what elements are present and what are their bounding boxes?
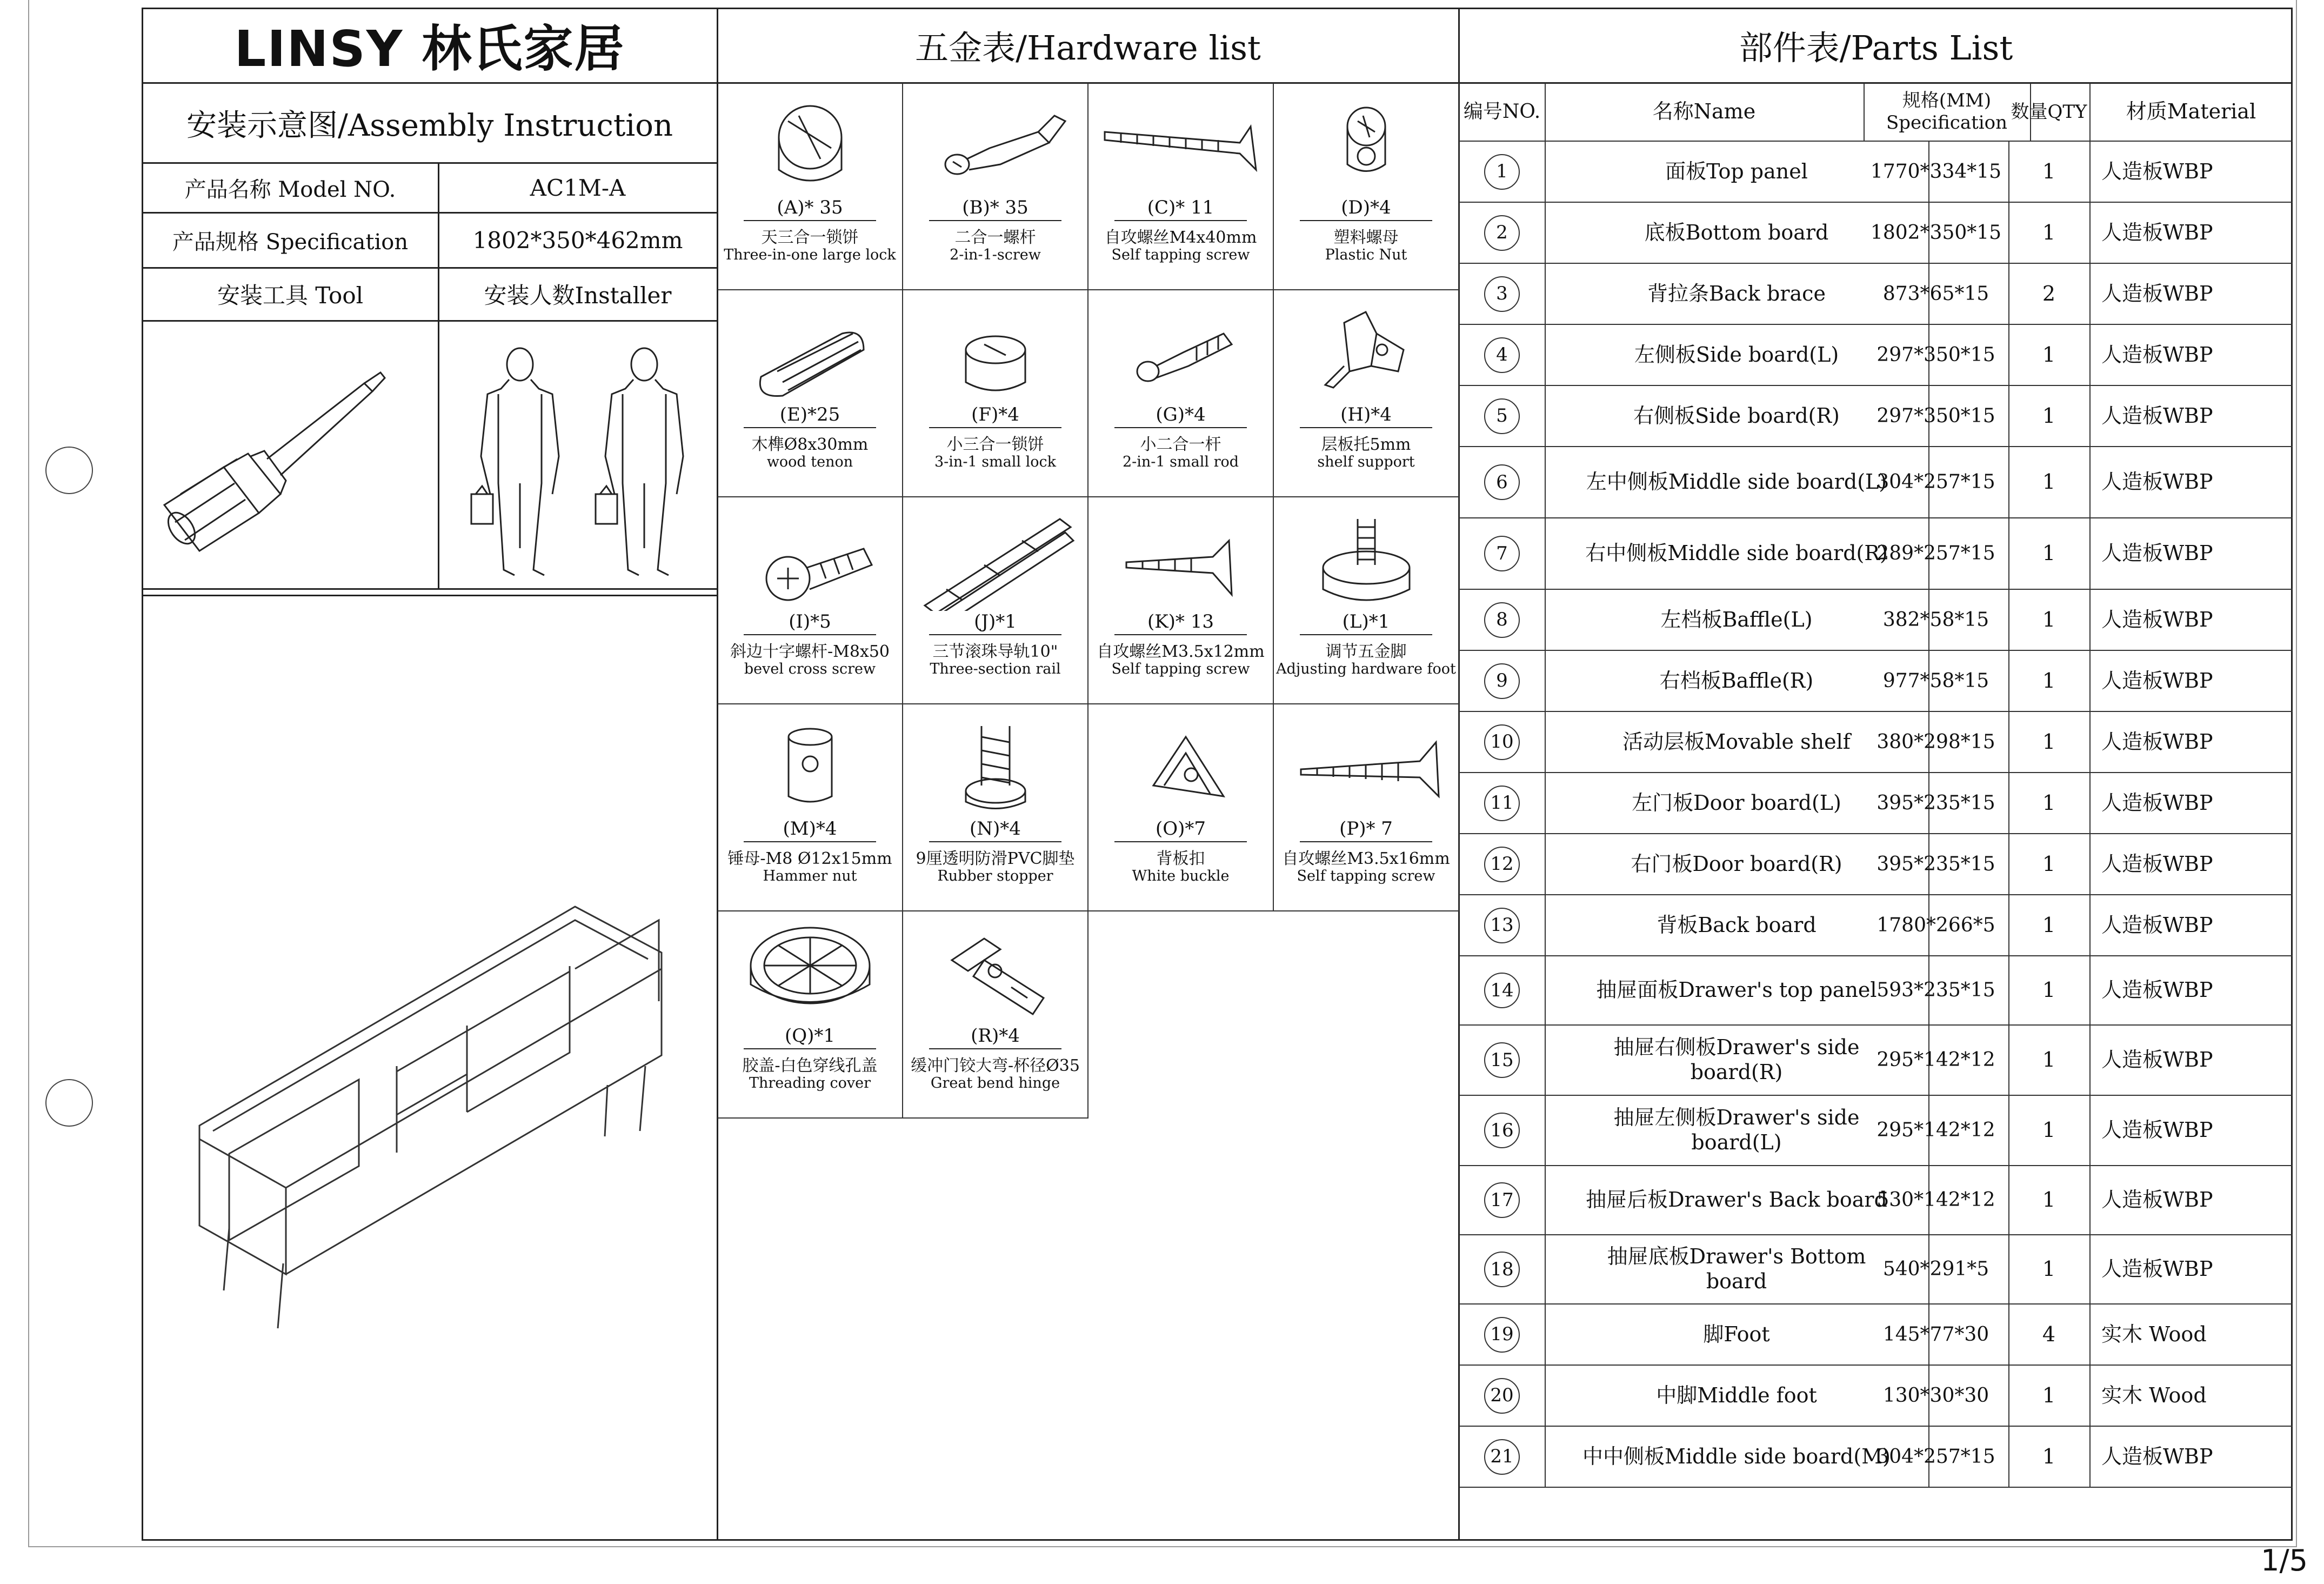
long-screw-icon — [1088, 83, 1274, 197]
hardware-count: (I)*5 — [789, 611, 831, 633]
hammer-nut-icon — [718, 704, 903, 818]
rule — [142, 588, 718, 590]
short-screw-icon — [1088, 497, 1274, 611]
table-row — [1459, 203, 2293, 264]
table-row — [1459, 590, 2293, 651]
part-name: 背板Back board — [1545, 895, 1929, 955]
part-spec: 130*30*30 — [1864, 1366, 2009, 1426]
part-qty: 1 — [2008, 1166, 2091, 1234]
table-row — [1459, 1096, 2293, 1166]
part-number — [1459, 956, 1546, 1024]
rubber-stopper-icon — [903, 704, 1088, 818]
part-material: 人造板WBP — [2101, 1118, 2213, 1142]
parts-list-title: 部件表/Parts List — [1739, 28, 2013, 68]
part-material: 人造板WBP — [2101, 1257, 2213, 1281]
part-qty: 1 — [2008, 325, 2091, 385]
part-number — [1459, 590, 1546, 650]
part-number-badge: 4 — [1484, 337, 1520, 373]
part-spec: 289*257*15 — [1864, 518, 2009, 589]
part-material: 实木 Wood — [2101, 1322, 2207, 1346]
hardware-item — [718, 497, 903, 704]
hardware-item — [903, 290, 1088, 497]
part-spec: 304*257*15 — [1864, 1427, 2009, 1487]
hardware-cn-name: 胶盖-白色穿线孔盖 — [742, 1056, 878, 1075]
hardware-count: (E)*25 — [779, 404, 840, 425]
hardware-en-name: 2-in-1-screw — [950, 247, 1041, 263]
part-number — [1459, 834, 1546, 894]
table-row — [1459, 1305, 2293, 1366]
hardware-underline — [929, 841, 1061, 842]
part-name: 右门板Door board(R) — [1545, 834, 1929, 894]
table-row — [1459, 895, 2293, 956]
hardware-en-name: Hammer nut — [763, 868, 857, 884]
part-qty: 4 — [2008, 1305, 2091, 1365]
part-spec: 295*142*12 — [1864, 1096, 2009, 1165]
cross-screw-icon — [718, 497, 903, 611]
table-row — [1459, 956, 2293, 1026]
part-material: 人造板WBP — [2101, 978, 2213, 1002]
part-number-badge: 9 — [1484, 663, 1520, 699]
part-name: 底板Bottom board — [1545, 203, 1929, 263]
part-qty: 1 — [2008, 712, 2091, 772]
hardware-underline — [744, 841, 876, 842]
part-material: 人造板WBP — [2101, 1188, 2213, 1212]
part-name: 左门板Door board(L) — [1545, 773, 1929, 833]
hardware-en-name: Self tapping screw — [1111, 247, 1250, 263]
hardware-cn-name: 小三合一锁饼 — [946, 435, 1044, 454]
connector-bolt-icon — [903, 83, 1088, 197]
hardware-count: (R)*4 — [971, 1025, 1020, 1047]
hardware-count: (J)*1 — [974, 611, 1017, 633]
part-spec: 382*58*15 — [1864, 590, 2009, 650]
hardware-underline — [744, 427, 876, 428]
part-spec: 395*235*15 — [1864, 773, 2009, 833]
part-qty: 2 — [2008, 264, 2091, 324]
part-qty: 1 — [2008, 142, 2091, 202]
part-spec: 395*235*15 — [1864, 834, 2009, 894]
hardware-en-name: White buckle — [1132, 868, 1230, 884]
hardware-count: (A)* 35 — [777, 197, 843, 218]
hardware-item — [903, 704, 1088, 911]
hardware-count: (H)*4 — [1340, 404, 1392, 425]
part-number-badge: 13 — [1484, 908, 1520, 943]
hardware-count: (M)*4 — [783, 818, 837, 840]
hardware-item — [1274, 497, 1459, 704]
part-spec: 540*291*5 — [1864, 1235, 2009, 1303]
part-qty: 1 — [2008, 834, 2091, 894]
part-name: 背拉条Back brace — [1545, 264, 1929, 324]
hardware-cn-name: 锤母-M8 Ø12x15mm — [727, 849, 892, 868]
part-spec: 380*298*15 — [1864, 712, 2009, 772]
part-number — [1459, 518, 1546, 589]
part-qty: 1 — [2008, 203, 2091, 263]
part-material: 人造板WBP — [2101, 470, 2213, 494]
adjusting-foot-icon — [1274, 497, 1459, 611]
part-name: 左中侧板Middle side board(L) — [1545, 447, 1929, 517]
part-qty: 1 — [2008, 1427, 2091, 1487]
hardware-underline — [1300, 220, 1432, 221]
dowel-icon — [718, 290, 903, 404]
part-name: 抽屉面板Drawer's top panel — [1545, 956, 1929, 1024]
hardware-underline — [1300, 427, 1432, 428]
part-number-badge: 21 — [1484, 1439, 1520, 1475]
part-number-badge: 16 — [1484, 1113, 1520, 1148]
part-number-badge: 5 — [1484, 398, 1520, 434]
spec-value: 1802*350*462mm — [472, 227, 683, 254]
table-row — [1459, 1166, 2293, 1235]
part-spec: 593*235*15 — [1864, 956, 2009, 1024]
hardware-underline — [1114, 427, 1247, 428]
hardware-item — [1088, 704, 1274, 911]
hardware-item — [1274, 83, 1459, 290]
installer-label: 安装人数Installer — [484, 282, 672, 309]
part-number — [1459, 447, 1546, 517]
table-row — [1459, 651, 2293, 712]
hardware-cn-name: 自攻螺丝M3.5x12mm — [1097, 642, 1265, 661]
part-number-badge: 12 — [1484, 847, 1520, 882]
part-number — [1459, 651, 1546, 711]
hardware-cn-name: 二合一螺杆 — [954, 228, 1036, 247]
small-rod-icon — [1088, 290, 1274, 404]
hardware-count: (G)*4 — [1156, 404, 1206, 425]
part-number — [1459, 325, 1546, 385]
part-name: 抽屉底板Drawer's Bottom board — [1545, 1235, 1929, 1303]
part-spec: 530*142*12 — [1864, 1166, 2009, 1234]
brand-logo: LINSY 林氏家居 — [234, 20, 625, 78]
part-spec: 295*142*12 — [1864, 1026, 2009, 1095]
part-name: 左档板Baffle(L) — [1545, 590, 1929, 650]
hardware-en-name: bevel cross screw — [744, 661, 876, 677]
hardware-item — [1088, 290, 1274, 497]
header-material: 材质Material — [2126, 99, 2256, 124]
hardware-item — [718, 83, 903, 290]
part-number — [1459, 203, 1546, 263]
part-qty: 1 — [2008, 386, 2091, 446]
hardware-underline — [929, 427, 1061, 428]
part-number-badge: 6 — [1484, 464, 1520, 500]
part-number-badge: 2 — [1484, 215, 1520, 251]
hardware-underline — [1300, 634, 1432, 635]
hardware-item — [1274, 290, 1459, 497]
hardware-count: (K)* 13 — [1147, 611, 1214, 633]
part-number-badge: 20 — [1484, 1378, 1520, 1414]
part-name: 左侧板Side board(L) — [1545, 325, 1929, 385]
hardware-count: (P)* 7 — [1339, 818, 1393, 840]
part-material: 人造板WBP — [2101, 668, 2213, 693]
hardware-count: (B)* 35 — [962, 197, 1029, 218]
part-spec: 304*257*15 — [1864, 447, 2009, 517]
part-qty: 1 — [2008, 518, 2091, 589]
shelf-support-icon — [1274, 290, 1459, 404]
hardware-cn-name: 塑料螺母 — [1333, 228, 1399, 247]
hardware-count: (N)*4 — [970, 818, 1021, 840]
hardware-item — [718, 290, 903, 497]
part-material: 人造板WBP — [2101, 281, 2213, 305]
hardware-cn-name: 缓冲门铰大弯-杯径Ø35 — [911, 1056, 1080, 1075]
hardware-en-name: Self tapping screw — [1297, 868, 1435, 884]
part-name: 抽屉左侧板Drawer's side board(L) — [1545, 1096, 1929, 1165]
table-row — [1459, 518, 2293, 590]
hardware-cn-name: 9厘透明防滑PVC脚垫 — [916, 849, 1075, 868]
part-material: 人造板WBP — [2101, 541, 2213, 565]
part-qty: 1 — [2008, 1096, 2091, 1165]
part-material: 人造板WBP — [2101, 851, 2213, 876]
part-number — [1459, 1096, 1546, 1165]
hardware-en-name: Three-in-one large lock — [724, 247, 896, 263]
part-name: 脚Foot — [1545, 1305, 1929, 1365]
part-qty: 1 — [2008, 895, 2091, 955]
table-row — [1459, 1026, 2293, 1096]
tv-cabinet-illustration — [143, 596, 717, 1540]
hardware-item — [718, 704, 903, 911]
part-qty: 1 — [2008, 1366, 2091, 1426]
part-material: 人造板WBP — [2101, 403, 2213, 428]
hardware-en-name: Plastic Nut — [1325, 247, 1407, 263]
part-name: 抽屉后板Drawer's Back board — [1545, 1166, 1929, 1234]
hardware-item — [1088, 497, 1274, 704]
grommet-icon — [718, 911, 903, 1025]
hardware-underline — [744, 634, 876, 635]
part-spec: 297*350*15 — [1864, 386, 2009, 446]
part-number — [1459, 773, 1546, 833]
part-spec: 977*58*15 — [1864, 651, 2009, 711]
hardware-cn-name: 自攻螺丝M3.5x16mm — [1282, 849, 1450, 868]
white-buckle-icon — [1088, 704, 1274, 818]
header-qty: 数量QTY — [2008, 83, 2091, 141]
hardware-en-name: wood tenon — [766, 454, 853, 470]
hardware-underline — [744, 1048, 876, 1049]
small-cam-lock-icon — [903, 290, 1088, 404]
part-name: 中中侧板Middle side board(M) — [1545, 1427, 1929, 1487]
part-number — [1459, 712, 1546, 772]
part-number — [1459, 1235, 1546, 1303]
hardware-cn-name: 天三合一锁饼 — [761, 228, 859, 247]
part-spec: 873*65*15 — [1864, 264, 2009, 324]
hardware-underline — [1300, 841, 1432, 842]
hardware-cn-name: 小二合一杆 — [1140, 435, 1221, 454]
hardware-en-name: Threading cover — [749, 1075, 871, 1092]
hardware-cn-name: 斜边十字螺杆-M8x50 — [730, 642, 890, 661]
table-row — [1459, 447, 2293, 518]
hardware-en-name: 2-in-1 small rod — [1122, 454, 1239, 470]
hardware-en-name: Adjusting hardware foot — [1276, 661, 1456, 677]
header-name: 名称Name — [1545, 83, 1865, 141]
table-row — [1459, 712, 2293, 773]
model-value: AC1M-A — [530, 174, 626, 201]
hardware-item — [1088, 83, 1274, 290]
part-spec: 145*77*30 — [1864, 1305, 2009, 1365]
part-number-badge: 7 — [1484, 536, 1520, 571]
table-row — [1459, 142, 2293, 203]
part-name: 右中侧板Middle side board(R) — [1545, 518, 1929, 589]
part-number — [1459, 1166, 1546, 1234]
part-material: 人造板WBP — [2101, 790, 2213, 815]
hardware-underline — [1114, 634, 1247, 635]
part-material: 人造板WBP — [2101, 1048, 2213, 1072]
part-number-badge: 10 — [1484, 724, 1520, 760]
hardware-list-title: 五金表/Hardware list — [915, 28, 1261, 68]
part-number-badge: 19 — [1484, 1317, 1520, 1353]
part-qty: 1 — [2008, 1235, 2091, 1303]
hinge-icon — [903, 911, 1088, 1025]
hardware-item — [718, 911, 903, 1119]
table-row — [1459, 264, 2293, 325]
part-number — [1459, 142, 1546, 202]
hardware-en-name: Self tapping screw — [1111, 661, 1250, 677]
part-number-badge: 1 — [1484, 154, 1520, 190]
part-qty: 1 — [2008, 651, 2091, 711]
screwdriver-icon — [143, 321, 438, 588]
hardware-count: (L)*1 — [1342, 611, 1390, 633]
part-material: 人造板WBP — [2101, 729, 2213, 754]
hardware-underline — [744, 220, 876, 221]
hardware-count: (O)*7 — [1155, 818, 1206, 840]
hardware-en-name: 3-in-1 small lock — [934, 454, 1056, 470]
part-number — [1459, 1305, 1546, 1365]
spec-label: 产品规格 Specification — [172, 229, 409, 255]
table-row — [1459, 386, 2293, 447]
part-spec: 1780*266*5 — [1864, 895, 2009, 955]
hardware-en-name: Great bend hinge — [930, 1075, 1060, 1092]
part-number-badge: 14 — [1484, 973, 1520, 1008]
part-material: 实木 Wood — [2101, 1383, 2207, 1407]
parts-header-row — [1459, 83, 2293, 142]
part-number — [1459, 1026, 1546, 1095]
hardware-underline — [929, 1048, 1061, 1049]
part-spec: 1802*350*15 — [1864, 203, 2009, 263]
hardware-item — [1274, 704, 1459, 911]
part-material: 人造板WBP — [2101, 1444, 2213, 1468]
part-qty: 1 — [2008, 773, 2091, 833]
part-material: 人造板WBP — [2101, 913, 2213, 937]
hardware-cn-name: 木榫Ø8x30mm — [751, 435, 869, 454]
hardware-underline — [1114, 220, 1247, 221]
hardware-cn-name: 层板托5mm — [1321, 435, 1411, 454]
part-number-badge: 18 — [1484, 1252, 1520, 1287]
page-number: 1/5 — [2261, 1543, 2308, 1578]
part-number — [1459, 386, 1546, 446]
part-qty: 1 — [2008, 590, 2091, 650]
hardware-cn-name: 调节五金脚 — [1325, 642, 1407, 661]
hardware-underline — [929, 220, 1061, 221]
hardware-count: (Q)*1 — [784, 1025, 836, 1047]
header-spec: 规格(MM) Specification — [1864, 83, 2031, 141]
hardware-cn-name: 三节滚珠导轨10" — [932, 642, 1058, 661]
model-label: 产品名称 Model NO. — [184, 177, 396, 202]
hardware-cn-name: 自攻螺丝M4x40mm — [1104, 228, 1257, 247]
hardware-item — [903, 911, 1088, 1119]
table-row — [1459, 1427, 2293, 1488]
table-row — [1459, 325, 2293, 386]
hardware-count: (C)* 11 — [1147, 197, 1214, 218]
part-material: 人造板WBP — [2101, 342, 2213, 367]
part-number — [1459, 1366, 1546, 1426]
installer-figures-icon — [439, 321, 717, 588]
part-qty: 1 — [2008, 447, 2091, 517]
hardware-en-name: Three-section rail — [930, 661, 1061, 677]
part-name: 中脚Middle foot — [1545, 1366, 1929, 1426]
hardware-underline — [929, 634, 1061, 635]
part-number-badge: 15 — [1484, 1042, 1520, 1078]
table-row — [1459, 1366, 2293, 1427]
plastic-nut-icon — [1274, 83, 1459, 197]
part-number-badge: 17 — [1484, 1182, 1520, 1218]
part-number-badge: 3 — [1484, 276, 1520, 312]
drawer-rail-icon — [903, 497, 1088, 611]
hardware-count: (F)*4 — [971, 404, 1019, 425]
part-number — [1459, 895, 1546, 955]
part-material: 人造板WBP — [2101, 607, 2213, 631]
screw-16-icon — [1274, 704, 1459, 818]
part-number-badge: 11 — [1484, 786, 1520, 821]
table-row — [1459, 834, 2293, 895]
cam-lock-icon — [718, 83, 903, 197]
assembly-instruction-title: 安装示意图/Assembly Instruction — [186, 108, 673, 143]
hardware-item — [903, 497, 1088, 704]
hardware-en-name: Rubber stopper — [937, 868, 1053, 884]
hardware-item — [903, 83, 1088, 290]
tool-label: 安装工具 Tool — [217, 282, 364, 309]
hardware-en-name: shelf support — [1317, 454, 1415, 470]
part-spec: 1770*334*15 — [1864, 142, 2009, 202]
hardware-cn-name: 背板扣 — [1156, 849, 1205, 868]
part-material: 人造板WBP — [2101, 159, 2213, 183]
part-qty: 1 — [2008, 1026, 2091, 1095]
part-number — [1459, 264, 1546, 324]
part-name: 右档板Baffle(R) — [1545, 651, 1929, 711]
part-material: 人造板WBP — [2101, 220, 2213, 244]
part-name: 面板Top panel — [1545, 142, 1929, 202]
part-name: 右侧板Side board(R) — [1545, 386, 1929, 446]
table-row — [1459, 1235, 2293, 1305]
part-qty: 1 — [2008, 956, 2091, 1024]
part-name: 活动层板Movable shelf — [1545, 712, 1929, 772]
hardware-count: (D)*4 — [1341, 197, 1391, 218]
part-name: 抽屉右侧板Drawer's side board(R) — [1545, 1026, 1929, 1095]
part-spec: 297*350*15 — [1864, 325, 2009, 385]
part-number — [1459, 1427, 1546, 1487]
table-row — [1459, 773, 2293, 834]
part-number-badge: 8 — [1484, 602, 1520, 638]
header-no: 编号NO. — [1459, 83, 1546, 141]
hardware-underline — [1114, 841, 1247, 842]
